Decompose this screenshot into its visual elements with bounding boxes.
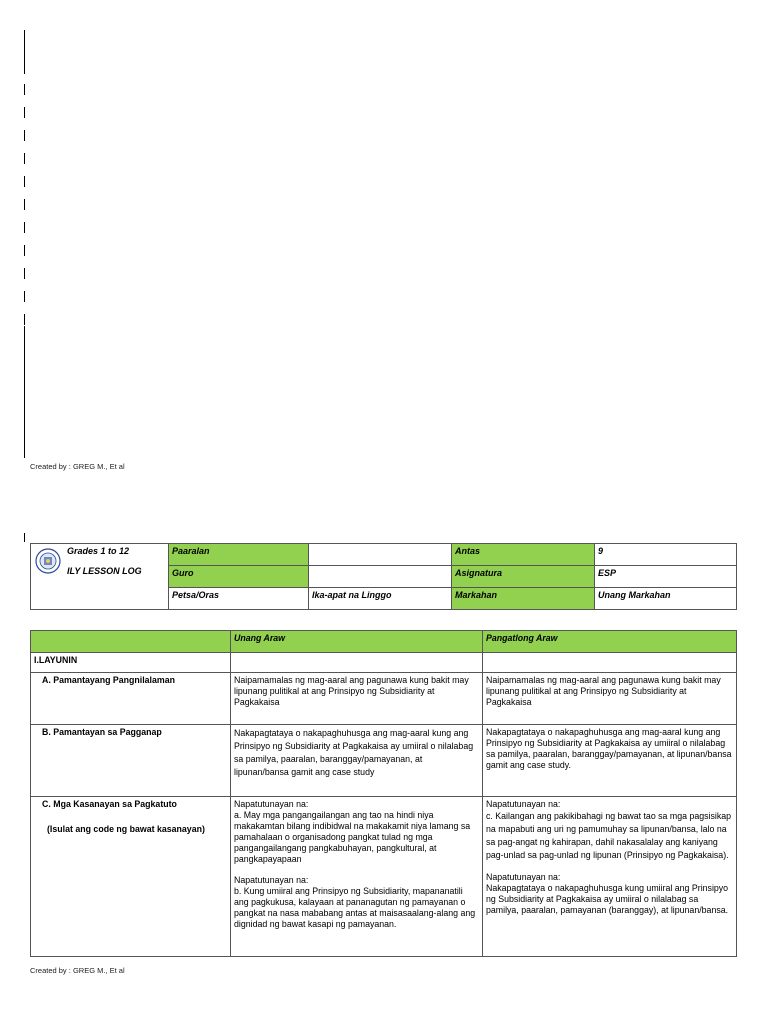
cell-heading: Napatutunayan na:: [486, 799, 561, 809]
empty-cell: [483, 653, 737, 673]
spacer: [486, 862, 733, 872]
margin-tick: [24, 84, 25, 95]
label-petsa: Petsa/Oras: [169, 588, 309, 610]
value-paaralan: [309, 544, 452, 566]
margin-tick: [24, 291, 25, 302]
cell-a-day1: Naipamamalas ng mag-aaral ang pagunawa kung bakit may lipunang pulitikal at ang Prinsipyo ng Subsidiarity at Pagkakaisa: [231, 673, 483, 725]
value-guro: [309, 566, 452, 588]
header-table: [30, 543, 737, 610]
label-paaralan: Paaralan: [169, 544, 309, 566]
label-markahan: Markahan: [452, 588, 595, 610]
row-label-kasanayan: [31, 797, 231, 957]
margin-tick: [24, 153, 25, 164]
footer-credit: Created by : GREG M., Et al: [30, 462, 125, 471]
value-petsa: Ika-apat na Linggo: [309, 588, 452, 610]
logo-cell: [31, 544, 169, 610]
margin-line: [24, 326, 25, 458]
cell-heading: Napatutunayan na:: [486, 872, 561, 882]
margin-tick: [24, 314, 25, 325]
label-guro: Guro: [169, 566, 309, 588]
footer-credit: Created by : GREG M., Et al: [30, 966, 125, 975]
value-markahan: Unang Markahan: [595, 588, 737, 610]
section-layunin: I.LAYUNIN: [31, 653, 231, 673]
margin-line: [24, 30, 25, 74]
cell-heading: Napatutunayan na:: [234, 799, 309, 809]
column-pangatlong-araw: Pangatlong Araw: [483, 631, 737, 653]
margin-tick: [24, 130, 25, 141]
row-label-pamantayang-pangnilalaman: [31, 673, 231, 725]
lesson-log-title: ILY LESSON LOG: [67, 566, 142, 576]
empty-cell: [231, 653, 483, 673]
column-blank: [31, 631, 231, 653]
cell-c-day1: [231, 797, 483, 957]
row-label-text: A. Pamantayang Pangnilalaman: [42, 675, 175, 685]
spacer: [234, 865, 479, 875]
cell-text: c. Kailangan ang pakikibahagi ng bawat tao sa mga pagsisikap na mapabuti ang uri ng pamumuhay sa lipunan/bansa, lalo na sa pag-angat ng kahirapan, dahil nakasalalay ang kaniyang pag-unlad sa pag-unlad ng lipunan (Prinsipyo ng Pagkakaisa).: [486, 811, 732, 860]
margin-tick: [24, 107, 25, 118]
cell-text: a. May mga pangangailangan ang tao na hindi niya makakamtan bilang indibidwal na makakamit niya lamang sa pamahalaan o organisadong pangkat tulad ng mga pangangailangang pangkabuhayan, pangkultural, at pangkapayapaan: [234, 810, 471, 864]
label-asignatura: Asignatura: [452, 566, 595, 588]
margin-tick: [24, 268, 25, 279]
value-asignatura: ESP: [595, 566, 737, 588]
margin-tick: [24, 222, 25, 233]
cell-text: Nakapagtataya o nakapaghuhusga kung umiiral ang Prinsipyo ng Subsidiarity at Pagkakaisa ay umiiral o nilalabag sa pamilya, paaralan, pamayanan (baranggay), at lipunan/bansa.: [486, 883, 729, 915]
cell-a-day3: Naipamamalas ng mag-aaral ang pagunawa kung bakit may lipunang pulitikal at ang Prinsipyo ng Subsidiarity at Pagkakaisa: [483, 673, 737, 725]
cell-c-day3: [483, 797, 737, 957]
value-antas: 9: [595, 544, 737, 566]
cell-text: b. Kung umiiral ang Prinsipyo ng Subsidiarity, mapananatili ang pagkukusa, kalayaan at pananagutan ng pamayanan o pangkat na nasa mababang antas at maisasaalang-alang ang dignidad ng bawat kasapi ng pamayanan.: [234, 886, 476, 929]
cell-heading: Napatutunayan na:: [234, 875, 309, 885]
row-label-text: C. Mga Kasanayan sa Pagkatuto: [42, 799, 177, 809]
margin-tick: [24, 533, 25, 542]
margin-tick: [24, 199, 25, 210]
column-unang-araw: Unang Araw: [231, 631, 483, 653]
margin-tick: [24, 245, 25, 256]
lesson-table: [30, 630, 737, 957]
row-label-text: B. Pamantayan sa Pagganap: [42, 727, 162, 737]
cell-b-day1: Nakapagtataya o nakapaghuhusga ang mag-aaral kung ang Prinsipyo ng Subsidiarity at Pagkakaisa ay umiiral o nilalabag sa pamilya, paaralan, baranggay/pamayanan, at lipunan/bansa gamit ang case study: [231, 725, 483, 797]
label-antas: Antas: [452, 544, 595, 566]
row-label-pamantayan-sa-pagganap: [31, 725, 231, 797]
cell-b-day3: Nakapagtataya o nakapaghuhusga ang mag-aaral kung ang Prinsipyo ng Subsidiarity at Pagkakaisa ay umiiral o nilalabag sa pamilya, paaralan, baranggay/pamayanan, at lipunan/bansa gamit ang case study.: [483, 725, 737, 797]
grades-label: Grades 1 to 12: [67, 546, 130, 556]
deped-seal-icon: [35, 548, 61, 574]
row-label-note: (Isulat ang code ng bawat kasanayan): [47, 824, 205, 834]
margin-tick: [24, 176, 25, 187]
